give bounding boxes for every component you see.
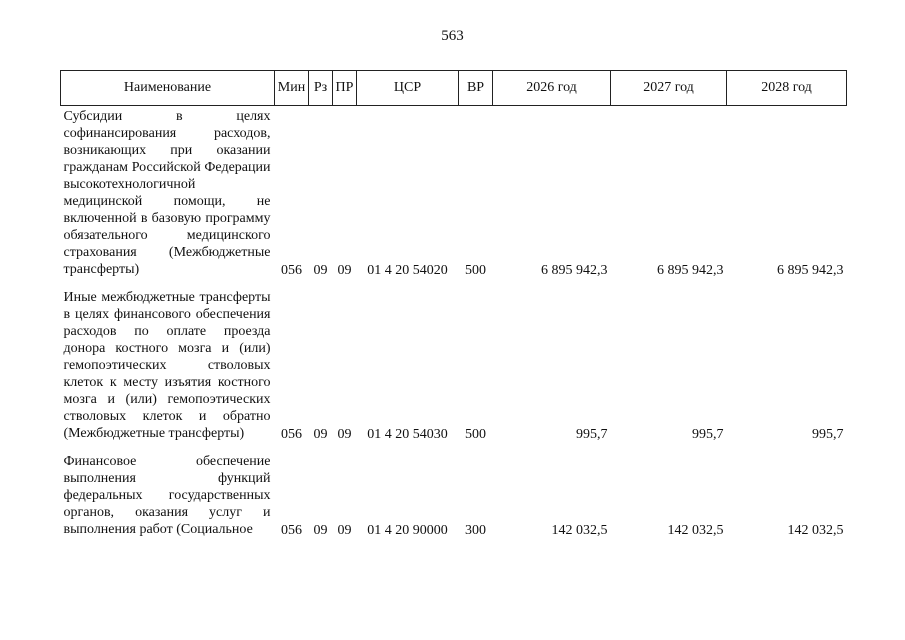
row-pr: 09 xyxy=(337,523,352,538)
row-rz: 09 xyxy=(313,427,328,442)
row-2028: 142 032,5 xyxy=(787,523,844,538)
row-2028: 995,7 xyxy=(812,427,844,442)
row-2026: 6 895 942,3 xyxy=(541,263,608,278)
row-rz: 09 xyxy=(313,263,328,278)
header-name: Наименование xyxy=(61,71,275,106)
row-2027: 995,7 xyxy=(692,427,724,442)
header-vr: ВР xyxy=(459,71,493,106)
header-2026: 2026 год xyxy=(493,71,611,106)
row-vr: 300 xyxy=(465,523,486,538)
row-csr: 01 4 20 54020 xyxy=(367,263,448,278)
row-name: Финансовое обеспечение выполнения функций федеральных государственных органов, оказания услуг и выполнения работ (Социальное xyxy=(63,454,271,537)
row-name: Иные межбюджетные трансферты в целях финансового обеспечения расходов по оплате проезда донора костного мозга и (или) гемопоэтических стволовых клеток к месту изъятия костного мозга и (или) гемопоэтических стволовых клеток и обратно (Межбюджетные трансферты) xyxy=(63,290,271,441)
row-name: Субсидии в целях софинансирования расходов, возникающих при оказании гражданам Российской Федерации высокотехнологичной медицинской помощи, не включенной в базовую программу обязательного медицинского страхования (Межбюджетные трансферты) xyxy=(63,109,271,277)
header-2028: 2028 год xyxy=(727,71,847,106)
header-pr: ПР xyxy=(333,71,357,106)
table-row xyxy=(61,287,847,443)
row-min: 056 xyxy=(281,523,302,538)
header-min: Мин xyxy=(275,71,309,106)
row-2027: 6 895 942,3 xyxy=(657,263,724,278)
row-vr: 500 xyxy=(465,427,486,442)
row-csr: 01 4 20 90000 xyxy=(367,523,448,538)
header-csr: ЦСР xyxy=(357,71,459,106)
table-row xyxy=(61,451,847,539)
row-vr: 500 xyxy=(465,263,486,278)
table-header-row xyxy=(61,71,847,106)
header-rz: Рз xyxy=(309,71,333,106)
row-pr: 09 xyxy=(337,263,352,278)
header-2027: 2027 год xyxy=(611,71,727,106)
row-min: 056 xyxy=(281,263,302,278)
row-2027: 142 032,5 xyxy=(667,523,724,538)
row-2028: 6 895 942,3 xyxy=(777,263,844,278)
row-2026: 995,7 xyxy=(576,427,608,442)
budget-table xyxy=(60,70,847,539)
table-row xyxy=(61,106,847,280)
row-2026: 142 032,5 xyxy=(551,523,608,538)
row-csr: 01 4 20 54030 xyxy=(367,427,448,442)
row-pr: 09 xyxy=(337,427,352,442)
page-number: 563 xyxy=(441,28,464,44)
row-rz: 09 xyxy=(313,523,328,538)
row-min: 056 xyxy=(281,427,302,442)
